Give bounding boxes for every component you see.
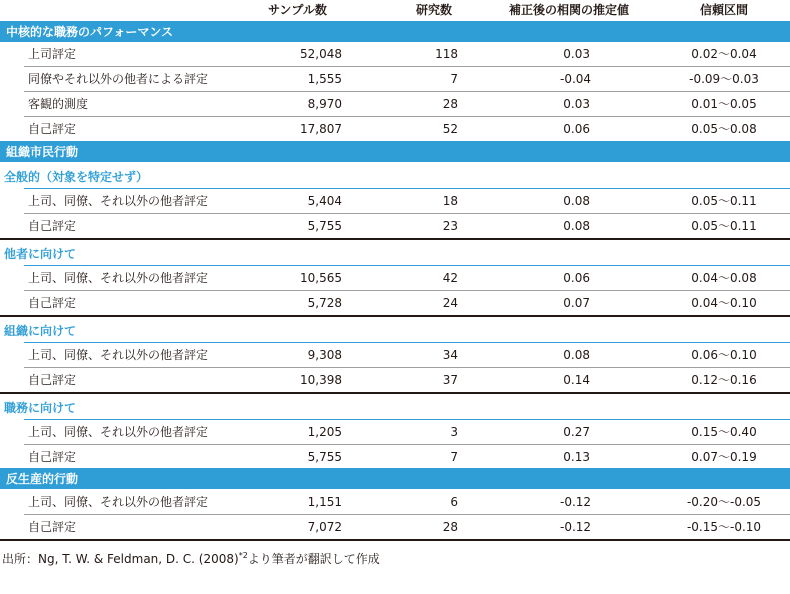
sample-size-cell: 1,205	[307, 425, 342, 439]
subgroup-heading-others	[0, 241, 790, 265]
row-label: 上司評定	[28, 47, 77, 61]
table-row	[0, 420, 790, 444]
row-label: 自己評定	[28, 296, 77, 310]
confidence-interval-cell: 0.15～0.40	[691, 425, 757, 439]
subgroup-title: 職務に向けて	[4, 401, 77, 415]
corrected-r-cell: 0.08	[563, 194, 590, 208]
table-row	[0, 214, 790, 238]
confidence-interval-cell: 0.05～0.11	[691, 194, 757, 208]
corrected-r-cell: 0.06	[563, 271, 590, 285]
row-label: 上司、同僚、それ以外の他者評定	[28, 194, 209, 208]
section-band-ocb	[0, 141, 790, 162]
header-corrected-r: 補正後の相関の推定値	[509, 3, 630, 17]
source-note-mark: *2	[238, 551, 248, 560]
section-title: 反生産的行動	[6, 472, 79, 486]
num-studies-cell: 7	[450, 72, 458, 86]
corrected-r-cell: 0.13	[563, 450, 590, 464]
sample-size-cell: 10,565	[300, 271, 342, 285]
sample-size-cell: 52,048	[300, 47, 342, 61]
num-studies-cell: 6	[450, 495, 458, 509]
confidence-interval-cell: 0.05～0.11	[691, 219, 757, 233]
confidence-interval-cell: 0.02～0.04	[691, 47, 757, 61]
row-label: 自己評定	[28, 122, 77, 136]
num-studies-cell: 28	[442, 97, 458, 111]
row-label: 自己評定	[28, 520, 77, 534]
corrected-r-cell: 0.03	[563, 97, 590, 111]
sample-size-cell: 9,308	[307, 348, 342, 362]
sample-size-cell: 17,807	[300, 122, 342, 136]
row-label: 上司、同僚、それ以外の他者評定	[28, 348, 209, 362]
source-text: 出所：Ng, T. W. & Feldman, D. C. (2008)	[2, 552, 239, 566]
row-label: 客観的測度	[28, 97, 89, 111]
num-studies-cell: 7	[450, 450, 458, 464]
corrected-r-cell: -0.12	[560, 520, 592, 534]
table-row	[0, 490, 790, 514]
group-divider	[0, 392, 790, 394]
header-num-studies: 研究数	[416, 3, 453, 17]
sample-size-cell: 5,404	[307, 194, 342, 208]
section-band-counterproductive	[0, 468, 790, 489]
section-band-core-performance	[0, 21, 790, 42]
row-label: 自己評定	[28, 219, 77, 233]
corrected-r-cell: 0.07	[563, 296, 590, 310]
corrected-r-cell: 0.27	[563, 425, 590, 439]
sample-size-cell: 5,755	[307, 219, 342, 233]
corrected-r-cell: 0.08	[563, 348, 590, 362]
header-confidence-interval: 信頼区間	[700, 3, 749, 17]
source-note	[2, 550, 380, 567]
confidence-interval-cell: 0.04～0.08	[691, 271, 757, 285]
sample-size-cell: 8,970	[307, 97, 342, 111]
section-title: 組織市民行動	[6, 145, 79, 159]
corrected-r-cell: 0.03	[563, 47, 590, 61]
group-divider	[0, 238, 790, 240]
sample-size-cell: 1,151	[307, 495, 342, 509]
sample-size-cell: 1,555	[307, 72, 342, 86]
num-studies-cell: 3	[450, 425, 458, 439]
num-studies-cell: 23	[442, 219, 458, 233]
table-row	[0, 445, 790, 469]
subgroup-title: 他者に向けて	[4, 247, 77, 261]
row-label: 自己評定	[28, 450, 77, 464]
sample-size-cell: 7,072	[307, 520, 342, 534]
table-row	[0, 42, 790, 66]
subgroup-title: 全般的（対象を特定せず）	[4, 170, 149, 184]
sample-size-cell: 5,755	[307, 450, 342, 464]
section-title: 中核的な職務のパフォーマンス	[6, 25, 174, 39]
corrected-r-cell: 0.14	[563, 373, 590, 387]
row-label: 自己評定	[28, 373, 77, 387]
num-studies-cell: 24	[442, 296, 458, 310]
table-row	[0, 368, 790, 392]
row-label: 同僚やそれ以外の他者による評定	[28, 72, 209, 86]
confidence-interval-cell: 0.01～0.05	[691, 97, 757, 111]
confidence-interval-cell: 0.05～0.08	[691, 122, 757, 136]
table-row	[0, 515, 790, 539]
table-row	[0, 266, 790, 290]
table-row	[0, 343, 790, 367]
confidence-interval-cell: -0.20～-0.05	[686, 495, 762, 509]
corrected-r-cell: 0.06	[563, 122, 590, 136]
num-studies-cell: 42	[442, 271, 458, 285]
header-sample-size: サンプル数	[268, 3, 327, 17]
num-studies-cell: 118	[435, 47, 458, 61]
table-row	[0, 291, 790, 315]
row-label: 上司、同僚、それ以外の他者評定	[28, 495, 209, 509]
num-studies-cell: 52	[442, 122, 458, 136]
corrected-r-cell: 0.08	[563, 219, 590, 233]
sample-size-cell: 5,728	[307, 296, 342, 310]
table-row	[0, 92, 790, 116]
subgroup-heading-job	[0, 395, 790, 419]
confidence-interval-cell: 0.04～0.10	[691, 296, 757, 310]
table-header	[0, 0, 790, 19]
num-studies-cell: 18	[442, 194, 458, 208]
corrected-r-cell: -0.12	[560, 495, 592, 509]
table-row	[0, 117, 790, 141]
row-label: 上司、同僚、それ以外の他者評定	[28, 425, 209, 439]
table-row	[0, 189, 790, 213]
confidence-interval-cell: -0.15～-0.10	[686, 520, 762, 534]
sample-size-cell: 10,398	[300, 373, 342, 387]
subgroup-title: 組織に向けて	[4, 324, 77, 338]
table-row	[0, 67, 790, 91]
confidence-interval-cell: 0.06～0.10	[691, 348, 757, 362]
confidence-interval-cell: -0.09～0.03	[689, 72, 759, 86]
num-studies-cell: 28	[442, 520, 458, 534]
source-suffix: より筆者が翻訳して作成	[247, 552, 380, 566]
num-studies-cell: 34	[442, 348, 458, 362]
group-divider	[0, 315, 790, 317]
table-bottom-rule	[0, 539, 790, 541]
subgroup-heading-organization	[0, 318, 790, 342]
num-studies-cell: 37	[442, 373, 458, 387]
subgroup-heading-general	[0, 164, 790, 188]
confidence-interval-cell: 0.12～0.16	[691, 373, 757, 387]
corrected-r-cell: -0.04	[560, 72, 592, 86]
row-label: 上司、同僚、それ以外の他者評定	[28, 271, 209, 285]
confidence-interval-cell: 0.07～0.19	[691, 450, 757, 464]
